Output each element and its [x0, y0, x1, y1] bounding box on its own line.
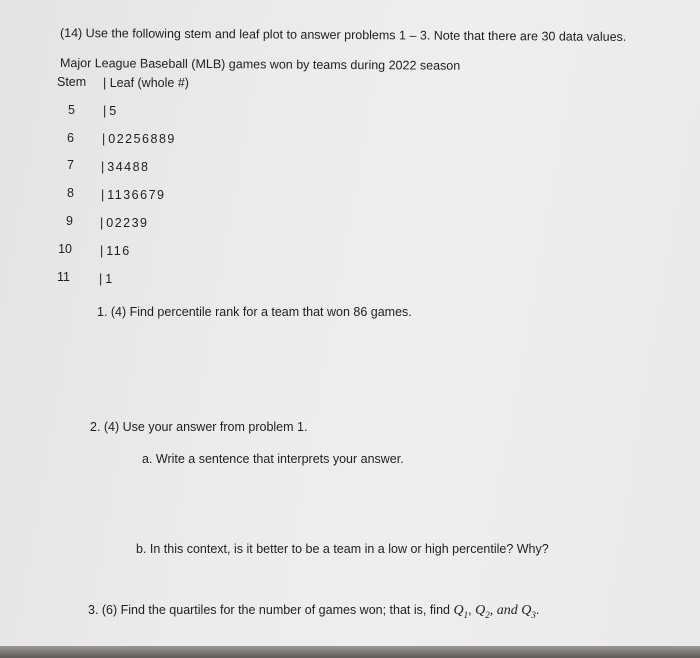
question-1: 1. (4) Find percentile rank for a team that won 86 games.: [97, 305, 412, 319]
question-2b: b. In this context, is it better to be a team in a low or high percentile? Why?: [136, 542, 549, 556]
question-2: 2. (4) Use your answer from problem 1.: [90, 420, 308, 434]
stem-header: Stem: [57, 75, 87, 89]
stem-cell: 6: [67, 131, 74, 145]
desk-surface: [0, 646, 700, 658]
stem-cell: 5: [68, 103, 75, 117]
quartile-2-symbol: $Q_2$: [475, 603, 490, 620]
stem-cell: 11: [57, 270, 70, 284]
leaf-header: | Leaf (whole #): [103, 76, 189, 90]
leaf-cell: | 34488: [101, 160, 150, 174]
plot-subtitle: Major League Baseball (MLB) games won by teams during 2022 season: [59, 56, 461, 73]
leaf-cell: | 1136679: [101, 188, 166, 202]
leaf-cell: | 5: [103, 104, 118, 118]
leaf-cell: | 1: [99, 272, 114, 286]
leaf-cell: | 02239: [100, 216, 149, 230]
stem-cell: 7: [67, 158, 74, 172]
quartile-1-symbol: $Q_1$: [453, 603, 469, 620]
stem-cell: 9: [66, 214, 73, 228]
question-3: 3. (6) Find the quartiles for the number of games won; that is, find $Q_1$, $Q_2$, and $Q_3$.: [88, 603, 540, 620]
leaf-cell: | 116: [100, 244, 131, 258]
quartile-3-symbol: $Q_3$: [521, 603, 536, 620]
stem-cell: 8: [67, 186, 74, 200]
leaf-cell: | 02256889: [102, 132, 176, 146]
question-2a: a. Write a sentence that interprets your answer.: [142, 452, 404, 466]
stem-cell: 10: [58, 242, 72, 256]
intro-text: (14) Use the following stem and leaf plot to answer problems 1 – 3. Note that there are 30 data values.: [59, 26, 627, 44]
